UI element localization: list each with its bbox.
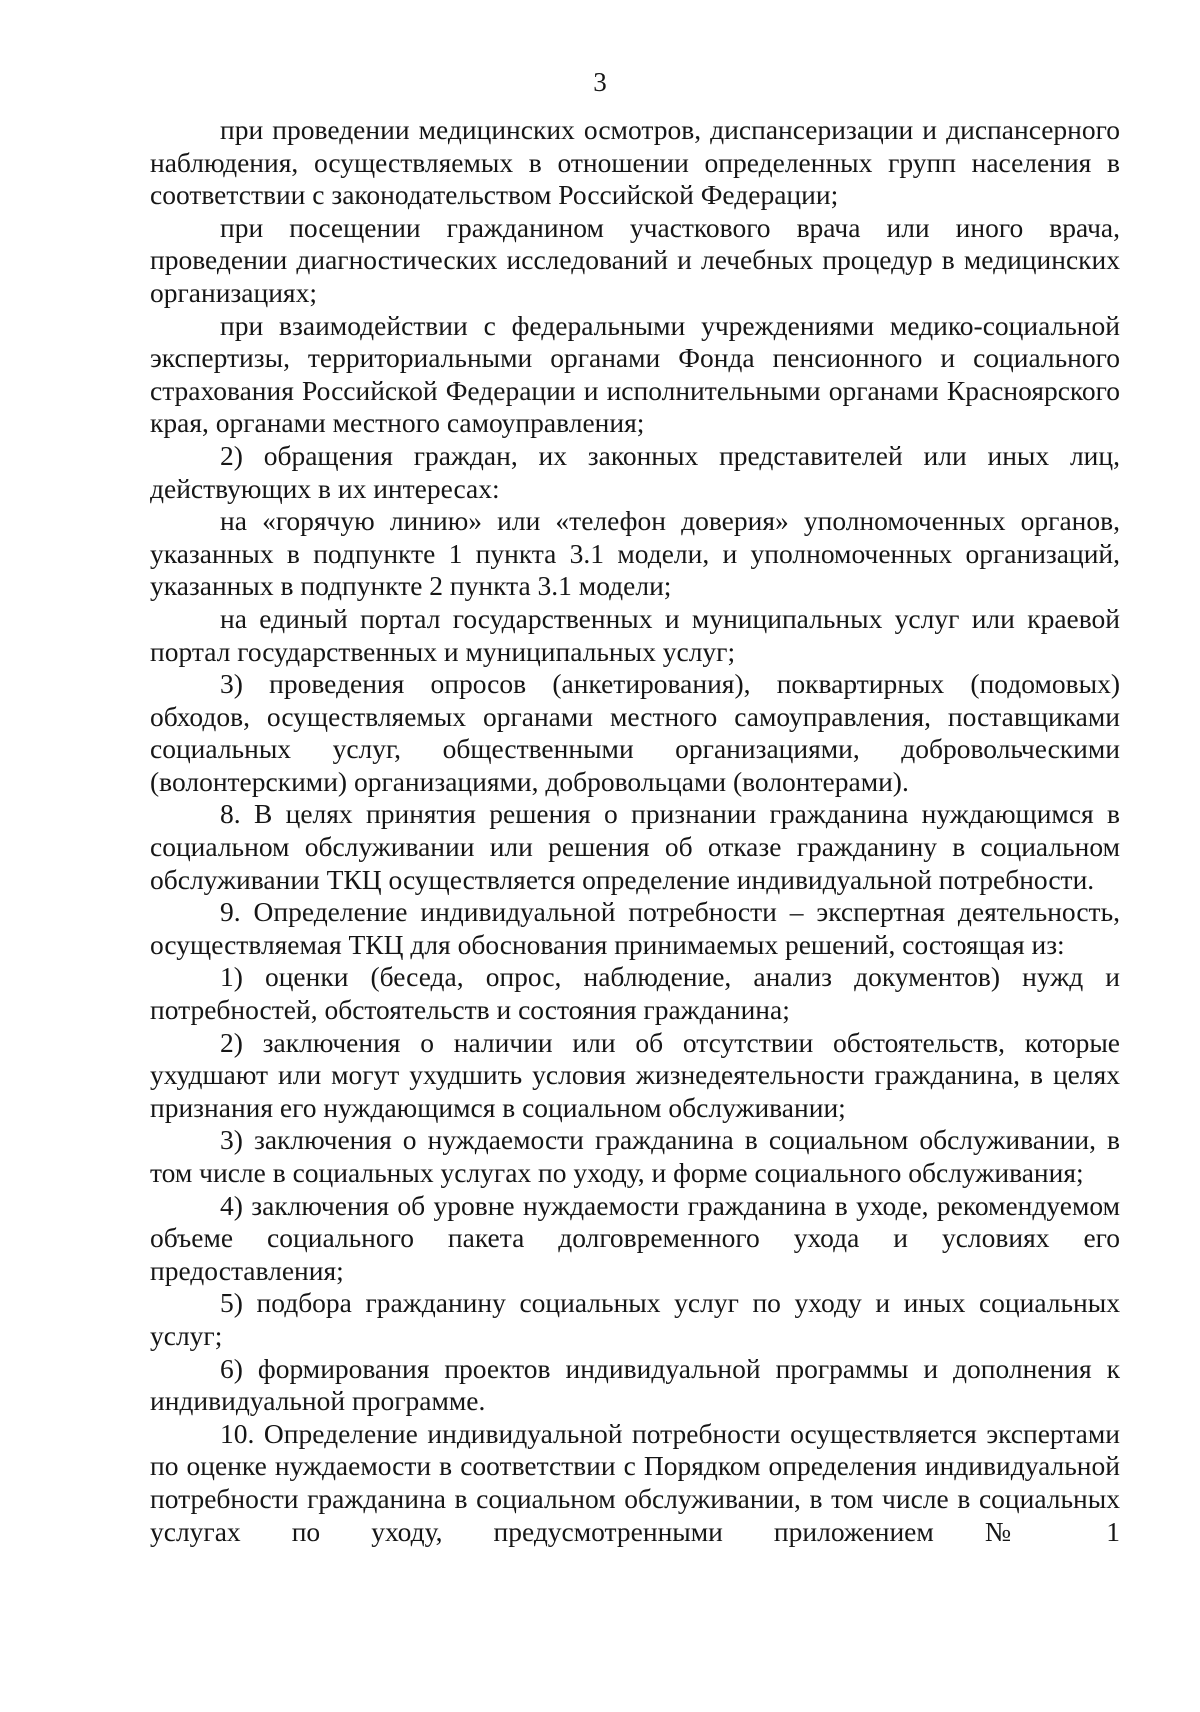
paragraph: при взаимодействии с федеральными учреждениями медико-социальной экспертизы, территориальными органами Фонда пенсионного и социального страхования Российской Федерации и исполнительными органами Красноярского края, органами местного самоуправления; [150, 309, 1120, 439]
paragraph: 9. Определение индивидуальной потребности – экспертная деятельность, осуществляемая ТКЦ для обоснования принимаемых решений, состоящая из: [150, 896, 1120, 960]
paragraph: 3) проведения опросов (анкетирования), поквартирных (подомовых) обходов, осуществляемых органами местного самоуправления, поставщиками социальных услуг, общественными организациями, добровольческими (волонтерскими) организациями, добровольцами (волонтерами). [150, 668, 1120, 797]
paragraph: при проведении медицинских осмотров, диспансеризации и диспансерного наблюдения, осуществляемых в отношении определенных групп населения в соответствии с законодательством Российской Федерации; [150, 114, 1120, 211]
paragraph: 2) обращения граждан, их законных представителей или иных лиц, действующих в их интересах: [150, 439, 1120, 504]
paragraph: на единый портал государственных и муниципальных услуг или краевой портал государственных и муниципальных услуг; [150, 602, 1120, 667]
paragraph: 4) заключения об уровне нуждаемости гражданина в уходе, рекомендуемом объеме социального пакета долговременного ухода и условиях его предоставления; [150, 1189, 1120, 1286]
paragraph: 1) оценки (беседа, опрос, наблюдение, анализ документов) нужд и потребностей, обстоятельств и состояния гражданина; [150, 961, 1120, 1026]
paragraph: на «горячую линию» или «телефон доверия» уполномоченных органов, указанных в подпункте 1 пункта 3.1 модели, и уполномоченных организаций, указанных в подпункте 2 пункта 3.1 модели; [150, 505, 1120, 602]
paragraph: 6) формирования проектов индивидуальной программы и дополнения к индивидуальной программе. [150, 1352, 1120, 1417]
paragraph: 2) заключения о наличии или об отсутствии обстоятельств, которые ухудшают или могут ухудшить условия жизнедеятельности гражданина, в целях признания его нуждающимся в социальном обслуживании; [150, 1026, 1120, 1123]
paragraph: 3) заключения о нуждаемости гражданина в социальном обслуживании, в том числе в социальных услугах по уходу, и форме социального обслуживания; [150, 1124, 1120, 1188]
document-body [150, 114, 1120, 1548]
paragraph: 10. Определение индивидуальной потребности осуществляется экспертами по оценке нуждаемости в соответствии с Порядком определения индивидуальной потребности гражданина в социальном обслуживании, в том числе в социальных услугах по уходу, предусмотренными приложением № 1 [150, 1417, 1120, 1547]
paragraph: 8. В целях принятия решения о признании гражданина нуждающимся в социальном обслуживании или решения об отказе гражданину в социальном обслуживании ТКЦ осуществляется определение индивидуальной потребности. [150, 798, 1120, 895]
paragraph: при посещении гражданином участкового врача или иного врача, проведении диагностических исследований и лечебных процедур в медицинских организациях; [150, 211, 1120, 308]
paragraph: 5) подбора гражданину социальных услуг по уходу и иных социальных услуг; [150, 1287, 1120, 1351]
page-number: 3 [593, 67, 607, 97]
